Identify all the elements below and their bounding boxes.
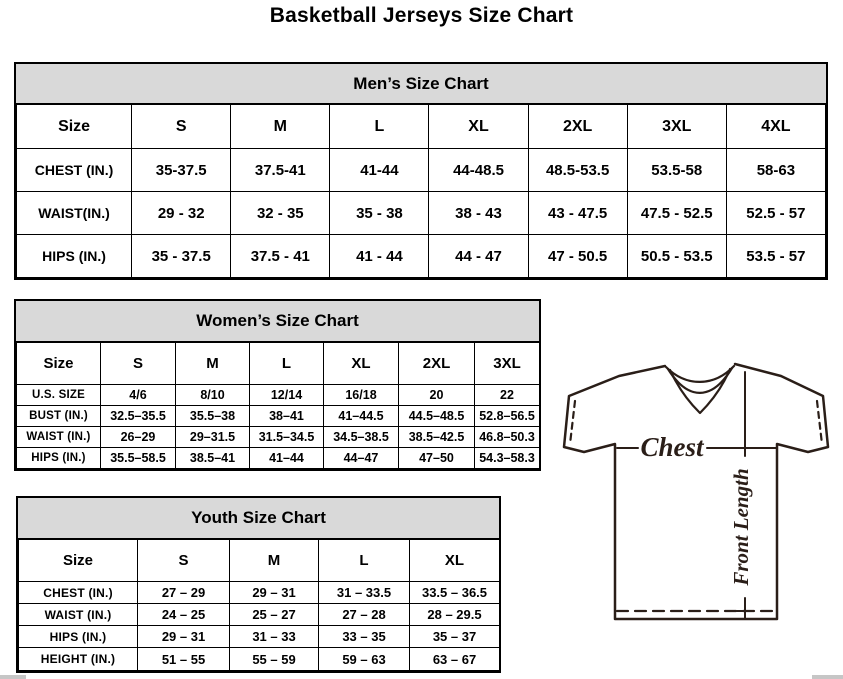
size-value-cell: 43 - 47.5 [528, 192, 627, 235]
table-row [17, 385, 540, 406]
size-value-cell: 4/6 [101, 385, 176, 406]
right-sleeve-dashed-seam [817, 401, 822, 444]
size-value-cell: 50.5 - 53.5 [627, 235, 726, 278]
size-value-cell: 63 – 67 [410, 648, 500, 671]
row-label: BUST (IN.) [17, 406, 101, 427]
column-header: 3XL [475, 343, 540, 385]
size-value-cell: 29 – 31 [138, 626, 230, 648]
column-header: 3XL [627, 105, 726, 149]
size-value-cell: 35.5–58.5 [101, 448, 176, 469]
size-value-cell: 53.5-58 [627, 149, 726, 192]
size-value-cell: 44–47 [324, 448, 399, 469]
left-sleeve-dashed-seam [570, 401, 575, 444]
column-header: M [231, 105, 330, 149]
size-value-cell: 47–50 [399, 448, 475, 469]
row-label: HIPS (IN.) [17, 235, 132, 278]
size-value-cell: 25 – 27 [230, 604, 319, 626]
page-title: Basketball Jerseys Size Chart [269, 4, 574, 27]
column-header: L [250, 343, 324, 385]
size-value-cell: 37.5 - 41 [231, 235, 330, 278]
size-value-cell: 35 - 37.5 [132, 235, 231, 278]
header-row [17, 105, 826, 149]
column-header: XL [410, 540, 500, 582]
size-value-cell: 26–29 [101, 427, 176, 448]
youth-size-chart [16, 496, 501, 673]
header-row [19, 540, 500, 582]
size-value-cell: 27 – 29 [138, 582, 230, 604]
size-value-cell: 22 [475, 385, 540, 406]
row-label: WAIST (IN.) [17, 427, 101, 448]
chest-label: Chest [640, 432, 704, 462]
size-value-cell: 29 – 31 [230, 582, 319, 604]
row-label: WAIST (IN.) [19, 604, 138, 626]
size-value-cell: 32.5–35.5 [101, 406, 176, 427]
size-value-cell: 41-44 [330, 149, 429, 192]
size-value-cell: 55 – 59 [230, 648, 319, 671]
size-value-cell: 35-37.5 [132, 149, 231, 192]
size-value-cell: 29–31.5 [176, 427, 250, 448]
vneck-collar-inner-curve [668, 368, 732, 393]
horizontal-scrollbar-fragment-left[interactable] [0, 675, 26, 679]
size-value-cell: 47 - 50.5 [528, 235, 627, 278]
size-value-cell: 27 – 28 [319, 604, 410, 626]
column-header: S [138, 540, 230, 582]
jersey-outline [564, 364, 828, 619]
size-value-cell: 38–41 [250, 406, 324, 427]
youth-chart-title: Youth Size Chart [18, 498, 499, 539]
column-header: M [230, 540, 319, 582]
header-row [17, 343, 540, 385]
size-value-cell: 53.5 - 57 [726, 235, 825, 278]
column-header: XL [324, 343, 399, 385]
size-value-cell: 31 – 33 [230, 626, 319, 648]
size-value-cell: 58-63 [726, 149, 825, 192]
column-header: 2XL [528, 105, 627, 149]
front-length-label: Front Length [729, 468, 753, 586]
size-value-cell: 20 [399, 385, 475, 406]
size-value-cell: 32 - 35 [231, 192, 330, 235]
column-header: S [101, 343, 176, 385]
table-row [17, 192, 826, 235]
womens-chart-title: Women’s Size Chart [16, 301, 539, 342]
size-value-cell: 52.8–56.5 [475, 406, 540, 427]
mens-chart-title: Men’s Size Chart [16, 64, 826, 104]
size-value-cell: 38.5–42.5 [399, 427, 475, 448]
size-value-cell: 16/18 [324, 385, 399, 406]
size-value-cell: 59 – 63 [319, 648, 410, 671]
size-value-cell: 12/14 [250, 385, 324, 406]
size-value-cell: 29 - 32 [132, 192, 231, 235]
size-value-cell: 41–44 [250, 448, 324, 469]
table-row [17, 149, 826, 192]
table-row [17, 235, 826, 278]
size-value-cell: 54.3–58.3 [475, 448, 540, 469]
size-value-cell: 24 – 25 [138, 604, 230, 626]
table-row [19, 582, 500, 604]
size-value-cell: 51 – 55 [138, 648, 230, 671]
size-value-cell: 44.5–48.5 [399, 406, 475, 427]
size-value-cell: 41–44.5 [324, 406, 399, 427]
size-value-cell: 33 – 35 [319, 626, 410, 648]
size-value-cell: 28 – 29.5 [410, 604, 500, 626]
row-label: U.S. SIZE [17, 385, 101, 406]
size-value-cell: 52.5 - 57 [726, 192, 825, 235]
column-header: XL [429, 105, 528, 149]
row-label: HIPS (IN.) [17, 448, 101, 469]
table-row [17, 448, 540, 469]
mens-size-chart [14, 62, 828, 280]
size-value-cell: 35 - 38 [330, 192, 429, 235]
row-label: CHEST (IN.) [19, 582, 138, 604]
column-header: L [330, 105, 429, 149]
table-row [19, 648, 500, 671]
youth-size-table [18, 539, 500, 671]
table-row [17, 427, 540, 448]
row-label: CHEST (IN.) [17, 149, 132, 192]
size-value-cell: 41 - 44 [330, 235, 429, 278]
horizontal-scrollbar-fragment-right[interactable] [812, 675, 843, 679]
womens-size-chart [14, 299, 541, 471]
size-value-cell: 31.5–34.5 [250, 427, 324, 448]
column-header: Size [17, 343, 101, 385]
table-row [17, 406, 540, 427]
size-value-cell: 48.5-53.5 [528, 149, 627, 192]
row-label: HEIGHT (IN.) [19, 648, 138, 671]
womens-size-table [16, 342, 540, 469]
table-row [19, 626, 500, 648]
row-label: WAIST(IN.) [17, 192, 132, 235]
column-header: Size [17, 105, 132, 149]
column-header: 2XL [399, 343, 475, 385]
size-value-cell: 33.5 – 36.5 [410, 582, 500, 604]
size-value-cell: 37.5-41 [231, 149, 330, 192]
table-row [19, 604, 500, 626]
mens-size-table [16, 104, 826, 278]
size-value-cell: 38.5–41 [176, 448, 250, 469]
size-value-cell: 44 - 47 [429, 235, 528, 278]
column-header: S [132, 105, 231, 149]
jersey-measurement-diagram [556, 356, 840, 636]
size-value-cell: 35.5–38 [176, 406, 250, 427]
size-value-cell: 8/10 [176, 385, 250, 406]
size-value-cell: 38 - 43 [429, 192, 528, 235]
column-header: M [176, 343, 250, 385]
size-value-cell: 35 – 37 [410, 626, 500, 648]
size-value-cell: 47.5 - 52.5 [627, 192, 726, 235]
row-label: HIPS (IN.) [19, 626, 138, 648]
size-value-cell: 46.8–50.3 [475, 427, 540, 448]
column-header: 4XL [726, 105, 825, 149]
column-header: Size [19, 540, 138, 582]
column-header: L [319, 540, 410, 582]
size-value-cell: 34.5–38.5 [324, 427, 399, 448]
size-value-cell: 31 – 33.5 [319, 582, 410, 604]
size-value-cell: 44-48.5 [429, 149, 528, 192]
